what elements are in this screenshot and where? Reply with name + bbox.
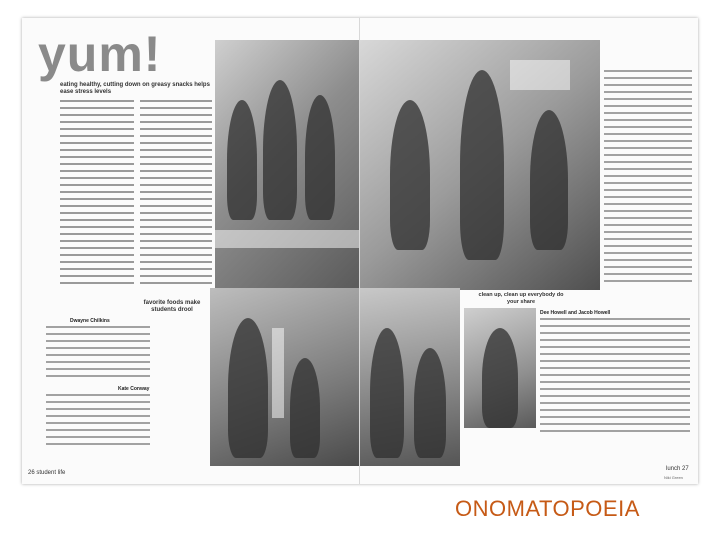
cafeteria-line-photo xyxy=(215,40,360,290)
right-folio: lunch 27 xyxy=(666,466,689,472)
body-column-1 xyxy=(60,100,134,290)
body-column-2 xyxy=(140,100,212,290)
right-sidebar-title: clean up, clean up everybody do your share xyxy=(478,292,564,305)
right-sidebar-story xyxy=(540,318,690,438)
yearbook-spread xyxy=(22,18,698,484)
left-folio: 26 student life xyxy=(28,470,66,476)
right-page xyxy=(360,18,698,484)
sidebar-name-1: Dwayne Chilkins xyxy=(70,318,110,324)
sidebar-name-2: Kate Conway xyxy=(118,386,150,392)
sidebar-title: favorite foods make students drool xyxy=(143,300,201,313)
subhead: eating healthy, cutting down on greasy snacks helps ease stress levels xyxy=(60,82,210,95)
sidebar-quote-2 xyxy=(46,394,150,450)
photo-captions xyxy=(604,70,692,290)
folio-credit: Niki Green xyxy=(664,475,683,480)
left-page xyxy=(22,18,360,484)
right-sidebar-names: Dee Howell and Jacob Howell xyxy=(540,310,611,316)
slide-banner: ONOMATOPOEIA xyxy=(455,496,640,521)
custodian-photo xyxy=(464,308,536,428)
drink-machine-photo xyxy=(210,288,360,466)
crowd-photo xyxy=(360,288,460,466)
sidebar-quote-1 xyxy=(46,326,150,384)
headline: yum! xyxy=(38,26,162,82)
students-eating-photo xyxy=(360,40,600,290)
